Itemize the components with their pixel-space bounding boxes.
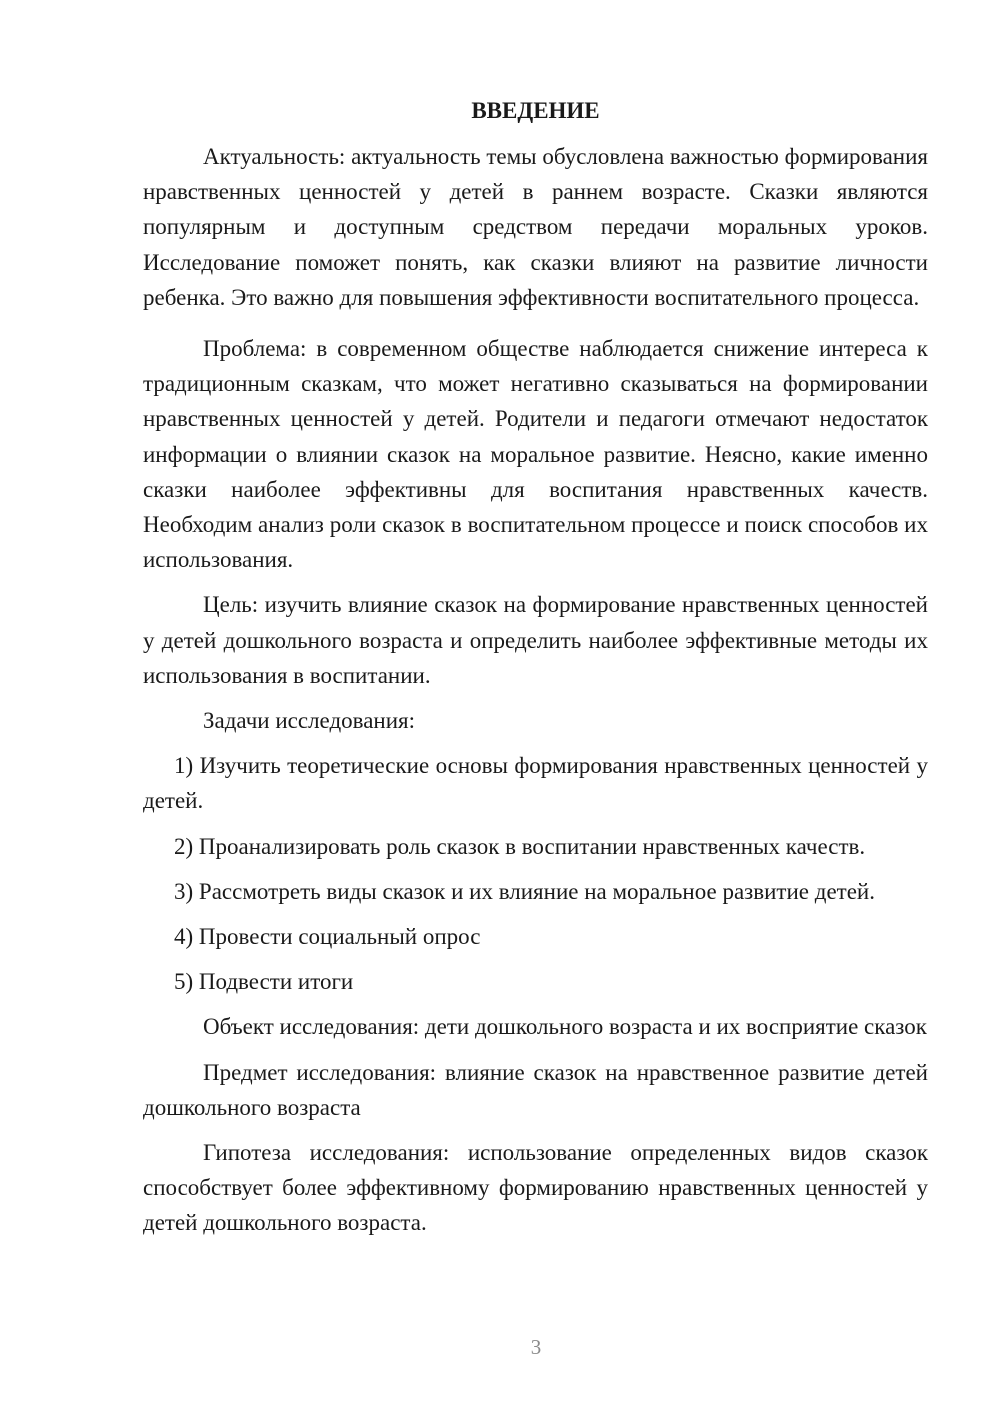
task-item-2: 2) Проанализировать роль сказок в воспитании нравственных качеств.	[174, 833, 866, 859]
section-title: ВВЕДЕНИЕ	[471, 98, 600, 123]
task-item-5: 5) Подвести итоги	[174, 969, 354, 995]
paragraph-object: Объект исследования: дети дошкольного возраста и их восприятие сказок	[203, 1014, 927, 1040]
paragraph-hypothesis: Гипотеза исследования: использование определенных видов сказок способствует более эффективному формированию нравственных ценностей у детей дошкольного возраста.	[143, 1140, 928, 1236]
page-content	[143, 95, 928, 1241]
paragraph-goal: Цель: изучить влияние сказок на формирование нравственных ценностей у детей дошкольного возраста и определить наиболее эффективные методы их использования в воспитании.	[143, 592, 928, 688]
paragraph-problem: Проблема: в современном обществе наблюдается снижение интереса к традиционным сказкам, что может негативно сказываться на формировании нравственных ценностей у детей. Родители и педагоги отмечают недостаток информации о влиянии сказок на моральное развитие. Неясно, какие именно сказки наиболее эффективны для воспитания нравственных качеств. Необходим анализ роли сказок в воспитательном процессе и поиск способов их использования.	[143, 336, 928, 573]
task-item-1: 1) Изучить теоретические основы формирования нравственных ценностей у детей.	[143, 753, 928, 814]
paragraph-relevance: Актуальность: актуальность темы обусловлена важностью формирования нравственных ценностей у детей в раннем возрасте. Сказки являются популярным и доступным средством передачи моральных уроков. Исследование поможет понять, как сказки влияют на развитие личности ребенка. Это важно для повышения эффективности воспитательного процесса.	[143, 144, 928, 310]
page-number: 3	[530, 1335, 542, 1359]
tasks-heading: Задачи исследования:	[203, 708, 416, 734]
task-item-4: 4) Провести социальный опрос	[174, 924, 481, 950]
paragraph-subject: Предмет исследования: влияние сказок на нравственное развитие детей дошкольного возраста	[143, 1059, 928, 1120]
task-item-3: 3) Рассмотреть виды сказок и их влияние на моральное развитие детей.	[174, 878, 875, 904]
